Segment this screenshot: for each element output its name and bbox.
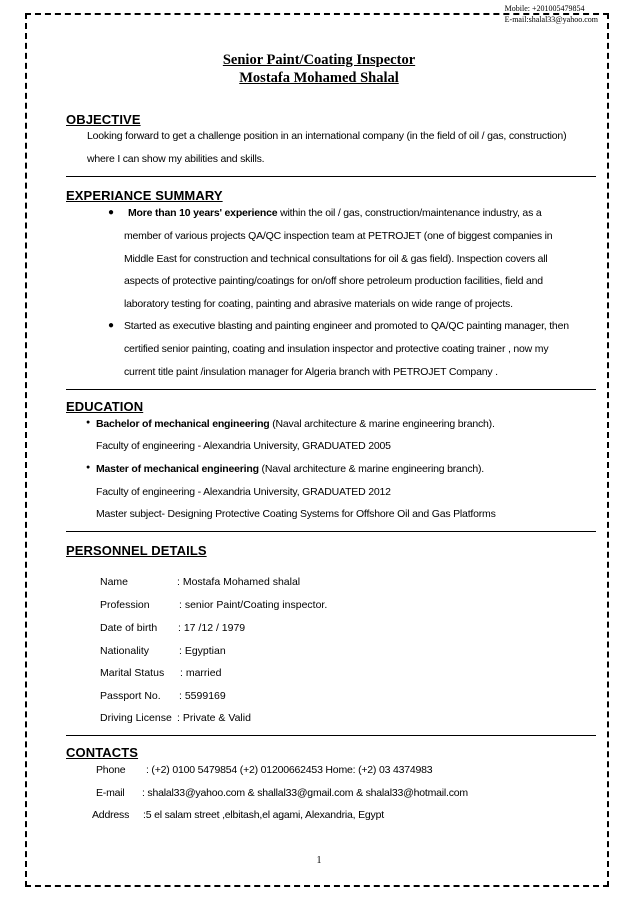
detail-label-driving: Driving License <box>100 712 172 724</box>
divider <box>66 389 596 390</box>
experience-bullet-1-line-4: aspects of protective painting/coatings for on/off shore petroleum production facilities, field and <box>124 275 543 287</box>
objective-line-1: Looking forward to get a challenge position in an international company (in the field of oil / gas, construction) <box>87 130 567 142</box>
education-2-line-1: Master of mechanical engineering (Naval architecture & marine engineering branch). <box>96 463 485 475</box>
top-contact <box>505 3 598 25</box>
divider <box>66 176 596 177</box>
detail-value-marital: : married <box>180 667 222 679</box>
experience-bullet-2-line-1: Started as executive blasting and painting engineer and promoted to QA/QC painting manager, then <box>124 320 569 332</box>
detail-value-dob: : 17 /12 / 1979 <box>178 622 246 634</box>
detail-label-nationality: Nationality <box>100 645 150 657</box>
page-number: 1 <box>316 855 322 866</box>
personnel-heading: PERSONNEL DETAILS <box>66 543 207 558</box>
detail-value-passport: : 5599169 <box>179 690 226 702</box>
top-mobile: Mobile: +201005479854 <box>504 4 585 13</box>
top-email: E-mail:shalal33@yahoo.com <box>504 15 598 24</box>
detail-value-profession: : senior Paint/Coating inspector. <box>179 599 328 611</box>
experience-bullet-2-line-2: certified senior painting, coating and insulation inspector and protective coating trainer , now my <box>124 343 549 355</box>
detail-value-name: : Mostafa Mohamed shalal <box>177 576 301 588</box>
resume-title: Senior Paint/Coating Inspector <box>222 52 416 68</box>
contacts-heading: CONTACTS <box>66 745 139 760</box>
contact-address-value: :5 el salam street ,elbitash,el agami, Alexandria, Egypt <box>143 809 384 821</box>
bullet-icon: ● <box>108 207 115 218</box>
experience-bullet-1-line-1: More than 10 years' experience within the oil / gas, construction/maintenance industry, as a <box>128 207 542 219</box>
education-1-line-1: Bachelor of mechanical engineering (Naval architecture & marine engineering branch). <box>96 418 495 430</box>
resume-name: Mostafa Mohamed Shalal <box>239 70 399 86</box>
contact-email-label: E-mail <box>96 787 125 799</box>
detail-value-nationality: : Egyptian <box>179 645 226 657</box>
bullet-icon: ● <box>108 320 115 331</box>
detail-label-marital: Marital Status <box>100 667 165 679</box>
detail-label-passport: Passport No. <box>100 690 161 702</box>
bullet-icon: ● <box>86 464 91 471</box>
experience-bullet-1-line-5: laboratory testing for coating, painting and abrasive materials on wide range of projects. <box>124 298 513 310</box>
contact-phone-label: Phone <box>96 764 126 776</box>
bullet-icon: ● <box>86 419 91 426</box>
education-1-line-2: Faculty of engineering - Alexandria University, GRADUATED 2005 <box>96 440 391 452</box>
experience-bullet-1-line-3: Middle East for construction and technical consultations for oil & gas field). Inspection covers all <box>124 253 548 265</box>
objective-line-2: where I can show my abilities and skills. <box>87 153 265 165</box>
detail-label-profession: Profession <box>100 599 150 611</box>
divider <box>66 735 596 736</box>
contact-address-label: Address <box>92 809 130 821</box>
divider <box>66 531 596 532</box>
detail-label-name: Name <box>100 576 129 588</box>
detail-value-driving: : Private & Valid <box>177 712 251 724</box>
detail-label-dob: Date of birth <box>100 622 158 634</box>
experience-heading: EXPERIANCE SUMMARY <box>66 188 223 203</box>
experience-bullet-2-line-3: current title paint /insulation manager for Algeria branch with PETROJET Company . <box>124 366 498 378</box>
objective-heading: OBJECTIVE <box>66 112 141 127</box>
education-2-line-3: Master subject- Designing Protective Coating Systems for Offshore Oil and Gas Platforms <box>96 508 496 520</box>
experience-bullet-1-line-2: member of various projects QA/QC inspection team at PETROJET (one of biggest companies in <box>124 230 553 242</box>
contact-phone-value: : (+2) 0100 5479854 (+2) 01200662453 Home: (+2) 03 4374983 <box>146 764 433 776</box>
contact-email-value: : shalal33@yahoo.com & shallal33@gmail.com & shalal33@hotmail.com <box>142 787 468 799</box>
education-heading: EDUCATION <box>66 399 144 414</box>
education-2-line-2: Faculty of engineering - Alexandria University, GRADUATED 2012 <box>96 486 391 498</box>
